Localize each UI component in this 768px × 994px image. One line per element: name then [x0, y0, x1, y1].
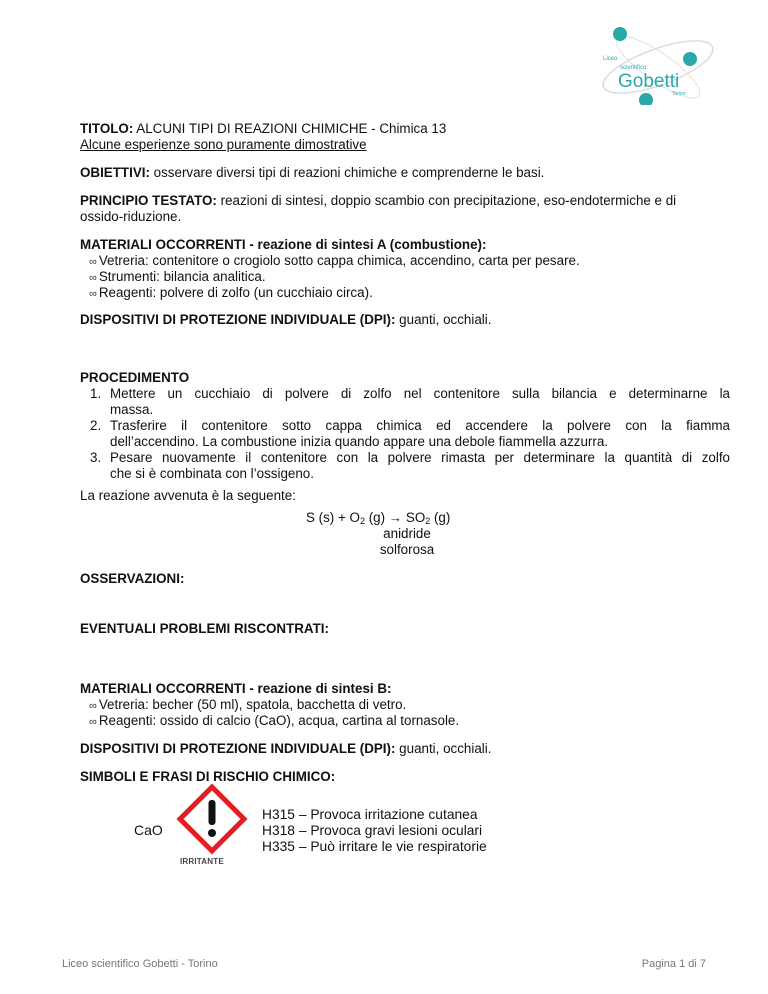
eq-reactant-1: S (s) + O	[306, 510, 360, 525]
section-b-dpi	[80, 741, 491, 757]
problems-heading: EVENTUALI PROBLEMI RISCONTRATI:	[80, 621, 329, 636]
objectives-label: OBIETTIVI:	[80, 165, 150, 180]
document-subtitle: Alcune esperienze sono puramente dimostrative	[80, 137, 367, 152]
title-label: TITOLO:	[80, 121, 134, 136]
observations-heading: OSSERVAZIONI:	[80, 571, 185, 586]
step-text-cont: massa.	[110, 402, 154, 417]
section-a-heading-sub: - reazione di sintesi A (combustione):	[245, 237, 487, 252]
dpi-label: DISPOSITIVI DI PROTEZIONE INDIVIDUALE (DPI):	[80, 312, 396, 327]
eq-sub-2: 2	[425, 516, 431, 526]
step-text: Mettere un cucchiaio di polvere di zolfo nel contenitore sulla bilancia e determinarne la	[110, 386, 730, 401]
objectives-text: osservare diversi tipi di reazioni chimiche e comprenderne le basi.	[149, 165, 545, 180]
item-text: Reagenti: ossido di calcio (CaO), acqua, cartina al tornasole.	[98, 713, 460, 728]
section-b-heading	[80, 681, 391, 697]
atom-logo-icon	[590, 25, 725, 105]
hazard-phrase: H318 – Provoca gravi lesioni oculari	[262, 823, 483, 838]
bullet-infinity-icon: ∞	[89, 288, 97, 300]
section-a-item	[89, 285, 373, 302]
step-number: 2.	[90, 418, 102, 433]
principle-text-1: reazioni di sintesi, doppio scambio con precipitazione, eso-endotermiche e di	[216, 193, 677, 208]
eq-arrow-segment: (g) → SO	[364, 510, 426, 525]
dpi-text: guanti, occhiali.	[395, 312, 492, 327]
product-name-line2: solforosa	[379, 542, 435, 557]
footer-left: Liceo scientifico Gobetti - Torino	[62, 958, 218, 970]
logo-city: Torino	[672, 91, 686, 97]
section-a-item	[89, 269, 266, 286]
section-b-heading-sub: - reazione di sintesi B:	[245, 681, 392, 696]
section-b-item	[89, 697, 406, 714]
section-a-item	[89, 253, 580, 270]
step-number: 1.	[90, 386, 102, 401]
item-text: Strumenti: bilancia analitica.	[98, 269, 266, 284]
hazard-pictogram	[176, 783, 248, 855]
hazard-heading: SIMBOLI E FRASI DI RISCHIO CHIMICO:	[80, 769, 336, 784]
step-number: 3.	[90, 450, 102, 465]
eq-product-state: (g)	[430, 510, 451, 525]
school-logo	[590, 25, 725, 105]
section-a-heading	[80, 237, 486, 253]
title-value: ALCUNI TIPI DI REAZIONI CHIMICHE - Chimica 13	[133, 121, 447, 136]
section-a-dpi	[80, 312, 491, 328]
eq-sub-1: 2	[359, 516, 365, 526]
step-text: Pesare nuovamente il contenitore con la polvere rimasta per determinare la quantità di zolfo	[110, 450, 730, 465]
document-title	[80, 121, 446, 137]
dpi-text: guanti, occhiali.	[395, 741, 492, 756]
exclamation-warning-icon	[176, 783, 248, 855]
hazard-phrase: H335 – Può irritare le vie respiratorie	[262, 839, 487, 854]
principle-text-2: ossido-riduzione.	[80, 209, 182, 224]
step-text-cont: che si è combinata con l’ossigeno.	[110, 466, 314, 481]
product-name-line1: anidride	[383, 526, 431, 541]
procedure-heading: PROCEDIMENTO	[80, 370, 190, 385]
hazard-phrase: H315 – Provoca irritazione cutanea	[262, 807, 478, 822]
item-text: Reagenti: polvere di zolfo (un cucchiaio circa).	[98, 285, 373, 300]
bullet-infinity-icon: ∞	[89, 272, 97, 284]
section-a-heading-main: MATERIALI OCCORRENTI	[80, 237, 246, 252]
step-text-cont: dell’accendino. La combustione inizia quando appare una debole fiammella azzurra.	[110, 434, 609, 449]
pictogram-label: IRRITANTE	[180, 857, 224, 866]
bullet-infinity-icon: ∞	[89, 256, 97, 268]
principle	[80, 193, 676, 209]
bullet-infinity-icon: ∞	[89, 716, 97, 728]
section-b-item	[89, 713, 459, 730]
footer-page-number: Pagina 1 di 7	[641, 958, 706, 970]
reaction-intro: La reazione avvenuta è la seguente:	[80, 488, 296, 503]
item-text: Vetreria: becher (50 ml), spatola, bacchetta di vetro.	[98, 697, 407, 712]
dpi-label: DISPOSITIVI DI PROTEZIONE INDIVIDUALE (DPI):	[80, 741, 396, 756]
section-b-heading-main: MATERIALI OCCORRENTI	[80, 681, 246, 696]
logo-line2: scientifico	[620, 65, 647, 71]
logo-line1: Liceo	[603, 56, 618, 62]
bullet-infinity-icon: ∞	[89, 700, 97, 712]
principle-label: PRINCIPIO TESTATO:	[80, 193, 217, 208]
objectives	[80, 165, 544, 181]
logo-name: Gobetti	[618, 71, 680, 92]
hazard-substance: CaO	[134, 822, 163, 838]
item-text: Vetreria: contenitore o crogiolo sotto cappa chimica, accendino, carta per pesare.	[98, 253, 580, 268]
step-text: Trasferire il contenitore sotto cappa chimica ed accendere la polvere con la fiamma	[110, 418, 730, 433]
